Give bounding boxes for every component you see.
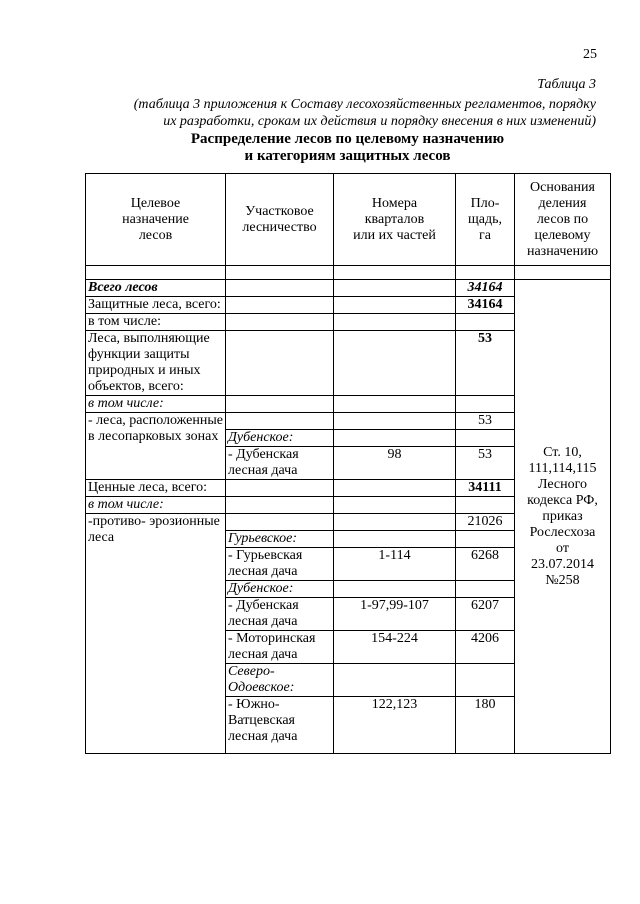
table-row: - Гурьевская лесная дача 1-114 6268 — [86, 548, 611, 581]
title-line: и категориям защитных лесов — [244, 148, 451, 164]
table-row: Ценные леса, всего: 34111 — [86, 480, 611, 497]
header-forestry: Участковое лесничество — [226, 174, 334, 266]
table-row: - Южно- Ватцевская лесная дача 122,123 180 — [86, 697, 611, 754]
header-purpose: Целевое назначение лесов — [86, 174, 226, 266]
subtitle-line: (таблица 3 приложения к Составу лесохозяйственных регламентов, порядку — [133, 97, 596, 112]
header-quarters: Номера кварталов или их частей — [334, 174, 456, 266]
title-line: Распределение лесов по целевому назначению — [190, 131, 505, 147]
table-row: Дубенское: — [86, 581, 611, 598]
forest-distribution-table — [85, 173, 611, 754]
table-row: - леса, расположенные в лесопарковых зонах 53 — [86, 413, 611, 430]
page-number: 25 — [583, 47, 597, 62]
table-row: в том числе: — [86, 497, 611, 514]
table-row: Защитные леса, всего: 34164 — [86, 297, 611, 314]
table-row: Всего лесов 34164 Ст. 10, 111,114,115 Лесного кодекса РФ, приказ Рослесхоза от 23.07.2014 №258 — [86, 280, 611, 297]
table-row: в том числе: — [86, 314, 611, 331]
table-row: - Дубенская лесная дача 1-97,99-107 6207 — [86, 598, 611, 631]
table-row: в том числе: — [86, 396, 611, 413]
table-row: Леса, выполняющие функции защиты природных и иных объектов, всего: 53 — [86, 331, 611, 396]
table-row: Гурьевское: — [86, 531, 611, 548]
table-row: - Моторинская лесная дача 154-224 4206 — [86, 631, 611, 664]
table-row: Дубенское: — [86, 430, 611, 447]
table-row: -противо- эрозионные леса 21026 — [86, 514, 611, 531]
table-row: - Дубенская лесная дача 98 53 — [86, 447, 611, 480]
spacer-row — [86, 266, 611, 280]
table-subtitle — [56, 96, 596, 130]
table-row: Северо- Одоевское: — [86, 664, 611, 697]
header-basis: Основания деления лесов по целевому назначению — [515, 174, 611, 266]
subtitle-line: их разработки, срокам их действия и порядку внесения в них изменений) — [163, 114, 596, 129]
table-number: Таблица 3 — [537, 77, 596, 92]
basis-cell: Ст. 10, 111,114,115 Лесного кодекса РФ, приказ Рослесхоза от 23.07.2014 №258 — [515, 280, 611, 754]
header-area: Пло- щадь, га — [456, 174, 515, 266]
table-title — [85, 131, 610, 165]
header-row — [86, 174, 611, 266]
